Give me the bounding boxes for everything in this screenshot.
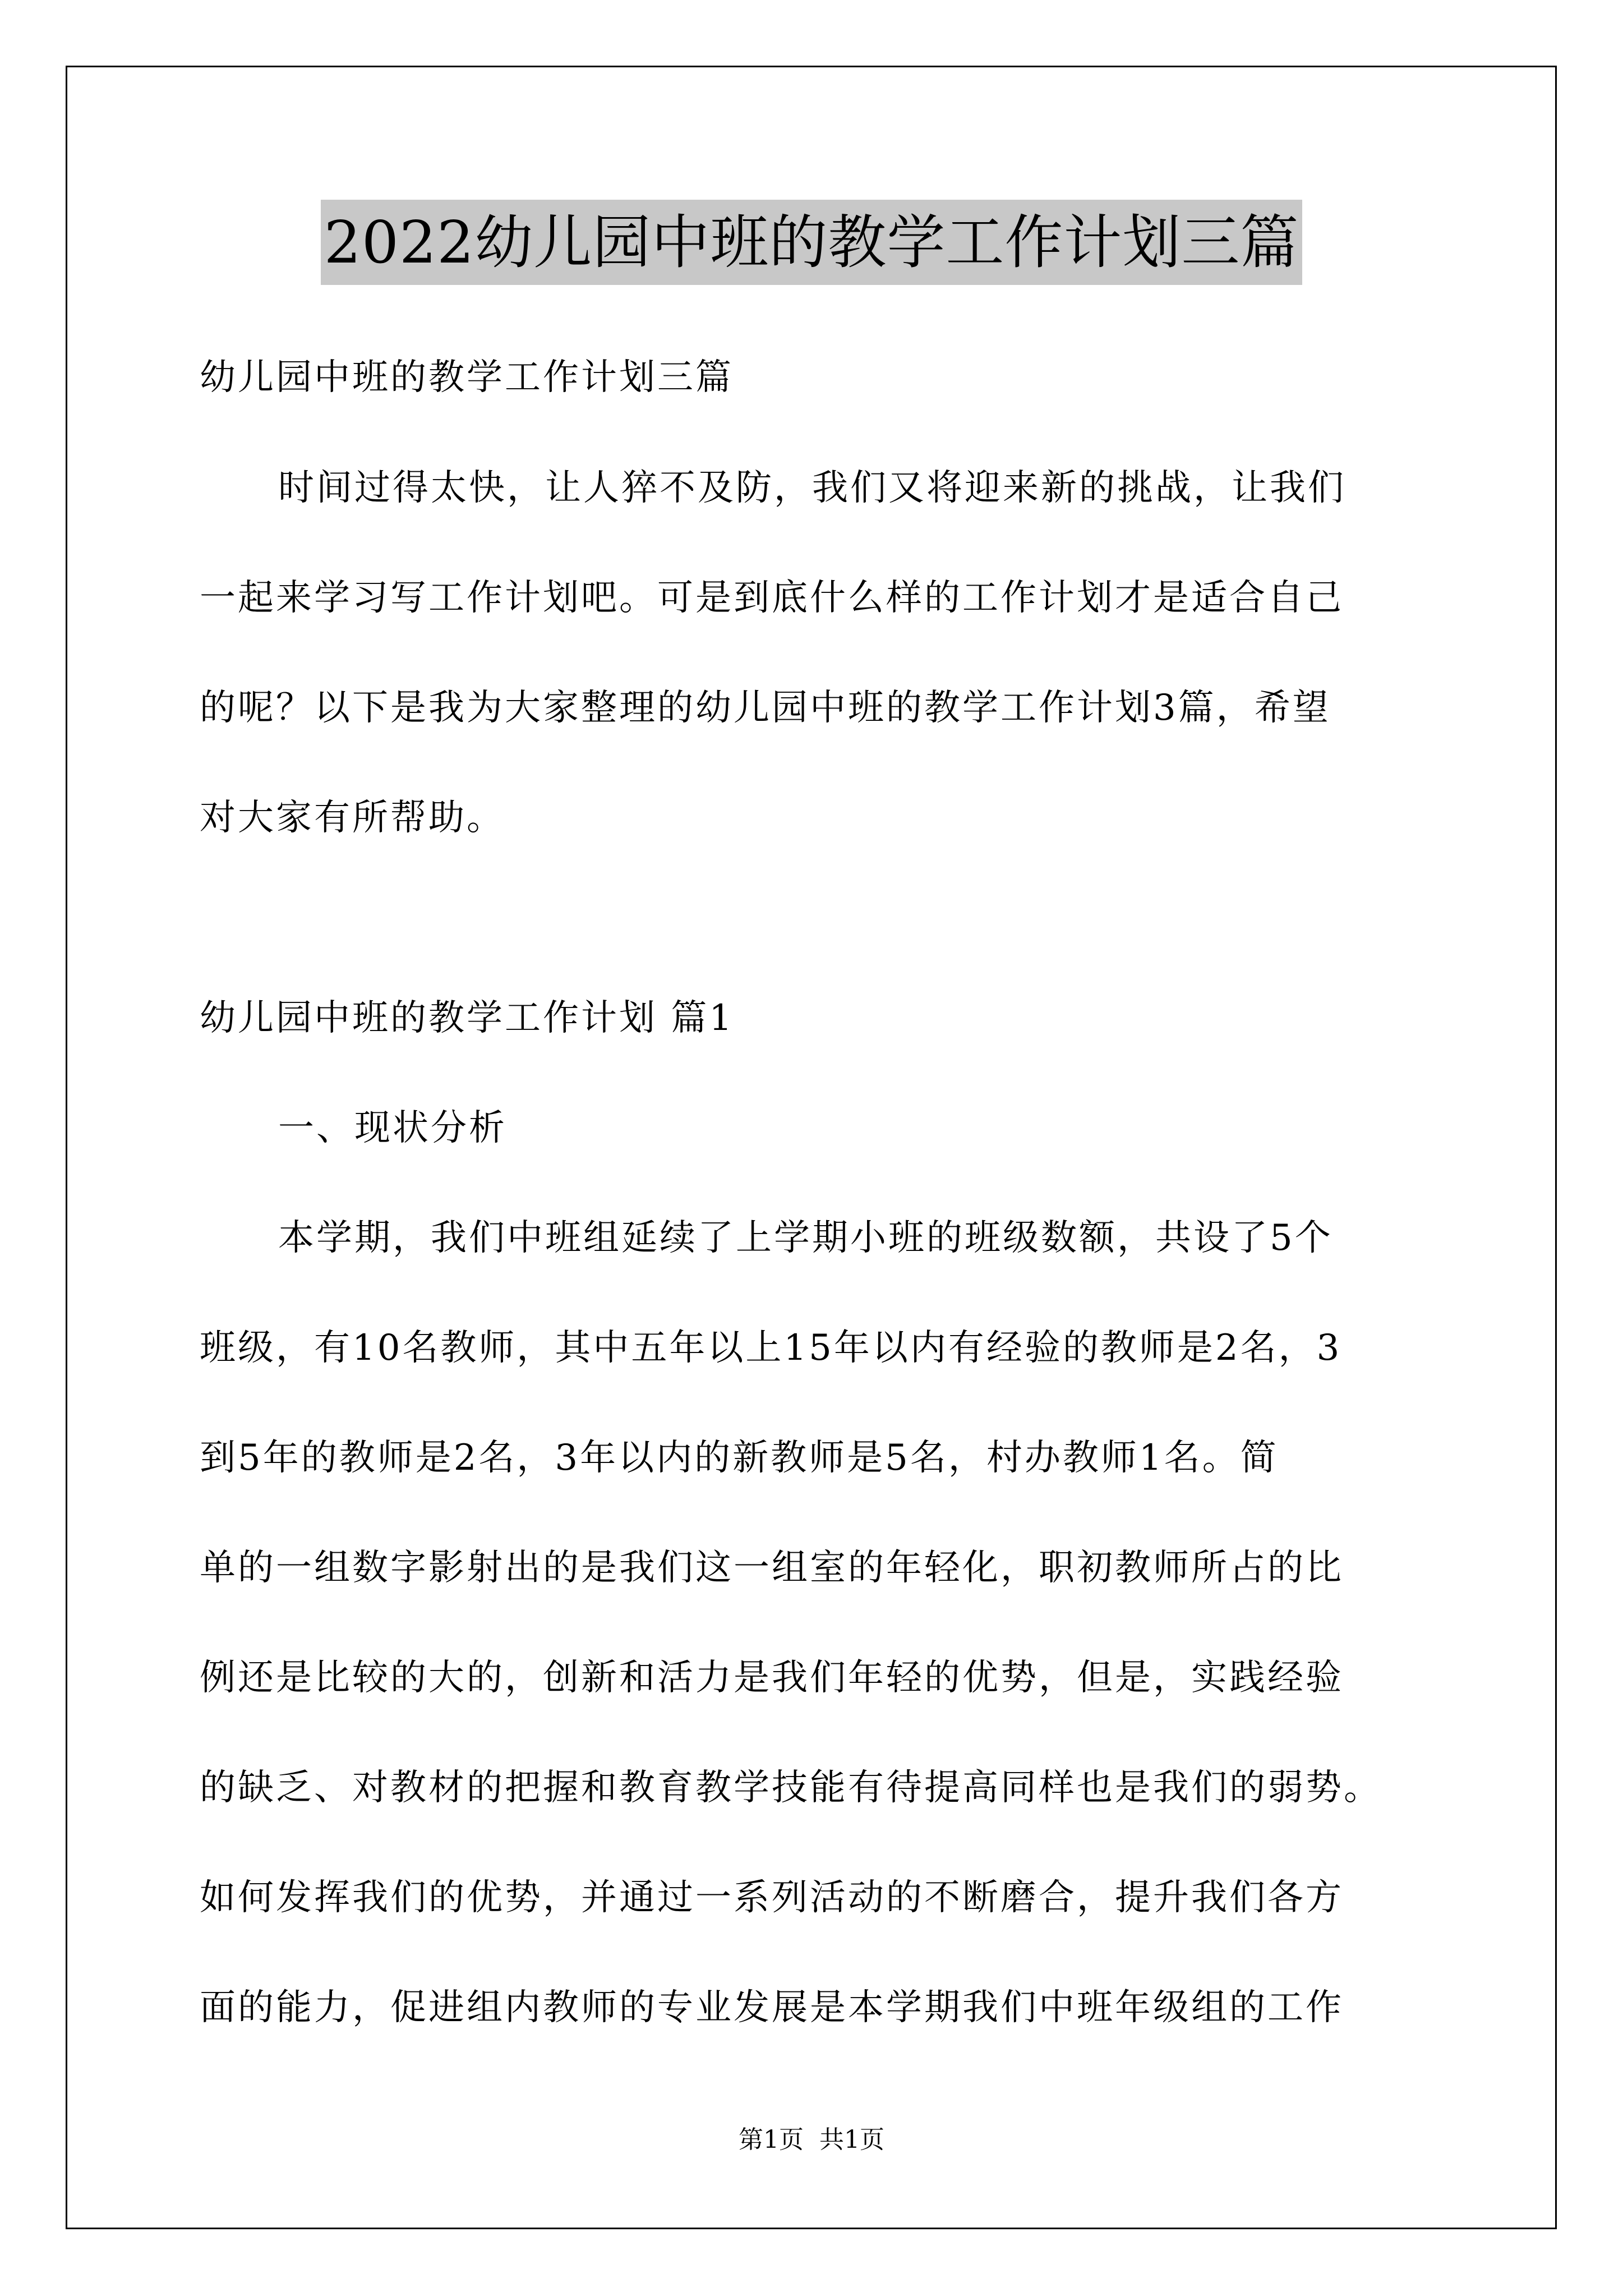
body-line-3: 到5年的教师是2名，3年以内的新教师是5名，村办教师1名。简 bbox=[200, 1437, 1279, 1479]
body-line-1: 本学期，我们中班组延续了上学期小班的班级数额，共设了5个 bbox=[278, 1217, 1333, 1259]
body-line-4: 单的一组数字影射出的是我们这一组室的年轻化，职初教师所占的比 bbox=[200, 1547, 1344, 1589]
subsection-heading: 一、现状分析 bbox=[278, 1107, 507, 1149]
section-heading: 幼儿园中班的教学工作计划 篇1 bbox=[200, 997, 735, 1039]
intro-line-4: 对大家有所帮助。 bbox=[200, 797, 505, 839]
body-line-2: 班级，有10名教师，其中五年以上15年以内有经验的教师是2名，3 bbox=[200, 1327, 1342, 1369]
intro-line-1: 时间过得太快，让人猝不及防，我们又将迎来新的挑战，让我们 bbox=[278, 467, 1346, 509]
page-number: 第1页 bbox=[739, 2125, 804, 2154]
document-title: 2022幼儿园中班的教学工作计划三篇 bbox=[321, 200, 1303, 285]
body-line-8: 面的能力，促进组内教师的专业发展是本学期我们中班年级组的工作 bbox=[200, 1987, 1344, 2028]
body-line-6: 的缺乏、对教材的把握和教育教学技能有待提高同样也是我们的弱势。 bbox=[200, 1767, 1382, 1809]
page-footer bbox=[0, 2123, 1623, 2157]
page-total: 共1页 bbox=[819, 2125, 884, 2154]
title-container bbox=[0, 200, 1623, 285]
intro-line-3: 的呢？以下是我为大家整理的幼儿园中班的教学工作计划3篇，希望 bbox=[200, 687, 1331, 729]
intro-line-2: 一起来学习写工作计划吧。可是到底什么样的工作计划才是适合自己 bbox=[200, 577, 1344, 619]
body-line-7: 如何发挥我们的优势，并通过一系列活动的不断磨合，提升我们各方 bbox=[200, 1877, 1344, 1918]
document-subtitle: 幼儿园中班的教学工作计划三篇 bbox=[200, 357, 734, 398]
body-line-5: 例还是比较的大的，创新和活力是我们年轻的优势，但是，实践经验 bbox=[200, 1657, 1344, 1699]
